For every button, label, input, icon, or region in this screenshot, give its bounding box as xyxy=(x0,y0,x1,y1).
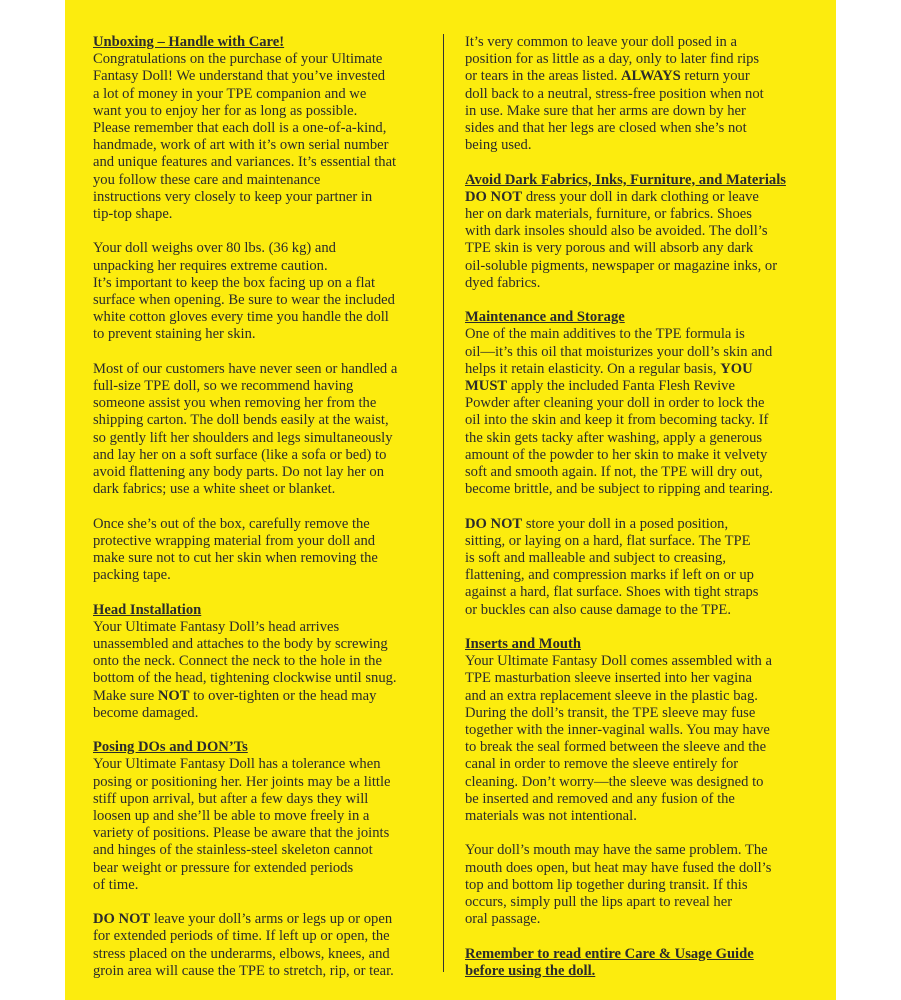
text-line: During the doll’s transit, the TPE sleeve may fuse xyxy=(465,704,756,721)
left-column xyxy=(93,34,433,997)
para-head: Your Ultimate Fantasy Doll’s head arrives unassembled and attaches to the body by screwing onto the neck. Connect the neck to the hole in the bottom of the head, tightening clockwise until snug. Make sure NOT to over-tighten or the head may become damaged. xyxy=(93,619,433,722)
text-line: become brittle, and be subject to ripping and tearing. xyxy=(465,481,773,498)
text-line: soft and smooth again. If not, the TPE will dry out, xyxy=(465,464,763,481)
text-line: handmade, work of art with it’s own serial number xyxy=(93,137,389,154)
text-line: so gently lift her shoulders and legs simultaneously xyxy=(93,429,393,446)
reminder-note xyxy=(465,946,810,980)
heading-head-installation: Head Installation xyxy=(93,601,202,618)
right-column xyxy=(465,34,810,980)
text-line: is soft and malleable and subject to creasing, xyxy=(465,550,726,567)
para-congratulations xyxy=(93,51,433,223)
text-line: for extended periods of time. If left up or open, the xyxy=(93,928,390,945)
text-line: instructions very closely to keep your partner in xyxy=(93,188,373,205)
text-line: It’s very common to leave your doll posed in a xyxy=(465,34,737,50)
text-line: surface when opening. Be sure to wear the included xyxy=(93,292,395,309)
text-line: to break the seal formed between the sleeve and the xyxy=(465,739,767,756)
text-line: One of the main additives to the TPE formula is xyxy=(465,326,745,343)
text-line: the skin gets tacky after washing, apply a generous xyxy=(465,429,763,446)
text-line: sitting, or laying on a hard, flat surface. The TPE xyxy=(465,532,751,549)
text-line: stiff upon arrival, but after a few days they will xyxy=(93,790,369,807)
text-line: bear weight or pressure for extended periods xyxy=(93,859,354,876)
text-line: TPE masturbation sleeve inserted into her vagina xyxy=(465,670,752,687)
heading-unboxing: Unboxing – Handle with Care! xyxy=(93,34,285,50)
text-line: Once she’s out of the box, carefully remove the xyxy=(93,515,370,532)
heading-maintenance: Maintenance and Storage xyxy=(465,309,625,326)
para-dark-fabrics: DO NOT dress your doll in dark clothing or leave her on dark materials, furniture, or fabrics. Shoes with dark insoles should also be avoided. The doll’s TPE skin is very porous and will absorb any dark oil-soluble pigments, newspaper or magazine inks, or dyed fabrics. xyxy=(465,189,810,292)
text-line: Fantasy Doll! We understand that you’ve invested xyxy=(93,68,385,85)
text-line: packing tape. xyxy=(93,567,171,584)
text-line: stress placed on the underarms, elbows, knees, and xyxy=(93,945,390,962)
text-line: and an extra replacement sleeve in the plastic bag. xyxy=(465,687,758,704)
text-line: dyed fabrics. xyxy=(465,274,541,291)
text-line: Your Ultimate Fantasy Doll’s head arrives xyxy=(93,618,340,635)
text-line: bottom of the head, tightening clockwise until snug. xyxy=(93,670,397,687)
text-line: sides and that her legs are closed when she’s not xyxy=(465,120,747,137)
text-line: onto the neck. Connect the neck to the hole in the xyxy=(93,653,382,670)
text-line: Your Ultimate Fantasy Doll has a tolerance when xyxy=(93,756,381,773)
text-line: groin area will cause the TPE to stretch, rip, or tear. xyxy=(93,962,394,979)
text-line: doll back to a neutral, stress-free position when not xyxy=(465,85,764,102)
text-line: Your doll weighs over 80 lbs. (36 kg) and xyxy=(93,240,336,257)
heading-posing: Posing DOs and DON’Ts xyxy=(93,739,248,756)
text-line: oil—it’s this oil that moisturizes your doll’s skin and xyxy=(465,343,773,360)
text-line: her on dark materials, furniture, or fabrics. Shoes xyxy=(465,206,752,223)
text-line: shipping carton. The doll bends easily at the waist, xyxy=(93,412,389,429)
para-maintenance: One of the main additives to the TPE formula is oil—it’s this oil that moisturizes your doll’s skin and helps it retain elasticity. On a regular basis, YOU MUST apply the included Fanta Flesh Revive Powder after cleaning your doll in order to lock the oil into the skin and keep it from becoming tacky. If the skin gets tacky after washing, apply a generous amount of the powder to her skin to make it velvety soft and smooth again. If not, the TPE will dry out, become brittle, and be subject to ripping and tearing. xyxy=(465,326,810,498)
text-line: It’s important to keep the box facing up on a flat xyxy=(93,274,376,291)
text-line: top and bottom lip together during transit. If this xyxy=(465,876,748,893)
heading-dark-fabrics: Avoid Dark Fabrics, Inks, Furniture, and Materials xyxy=(465,171,786,188)
text-line: you follow these care and maintenance xyxy=(93,171,321,188)
text-line: posing or positioning her. Her joints may be a little xyxy=(93,773,391,790)
para-common-posed: It’s very common to leave your doll posed in a position for as little as a day, only to later find rips or tears in the areas listed. ALWAYS return your doll back to a neutral, stress-free position when not in use. Make sure that her arms are down by her sides and that her legs are closed when she’s not being used. xyxy=(465,34,810,154)
text-line: variety of positions. Please be aware that the joints xyxy=(93,825,390,842)
text-line: Remember to read entire Care & Usage Guide xyxy=(465,945,754,962)
text-line: Most of our customers have never seen or handled a xyxy=(93,360,398,377)
para-posing xyxy=(93,756,433,894)
text-line: or buckles can also cause damage to the TPE. xyxy=(465,601,731,618)
text-line: a lot of money in your TPE companion and we xyxy=(93,85,367,102)
heading-inserts: Inserts and Mouth xyxy=(465,636,581,653)
text-line: occurs, simply pull the lips apart to reveal her xyxy=(465,894,733,911)
text-line: of time. xyxy=(93,876,139,893)
text-line: someone assist you when removing her from the xyxy=(93,395,377,412)
text-line: and lay her on a soft surface (like a sofa or bed) to xyxy=(93,446,387,463)
para-storage: DO NOT store your doll in a posed position, sitting, or laying on a hard, flat surface. The TPE is soft and malleable and subject to creasing, flattening, and compression marks if left on or up against a hard, flat surface. Shoes with tight straps or buckles can also cause damage to the TPE. xyxy=(465,516,810,619)
text-line: oil into the skin and keep it from becoming tacky. If xyxy=(465,412,769,429)
text-line: TPE skin is very porous and will absorb any dark xyxy=(465,240,754,257)
para-inserts xyxy=(465,653,810,825)
text-line: before using the doll. xyxy=(465,962,596,979)
text-line: Please remember that each doll is a one-of-a-kind, xyxy=(93,120,387,137)
text-line: Powder after cleaning your doll in order to lock the xyxy=(465,395,765,412)
text-line: loosen up and she’ll be able to move freely in a xyxy=(93,808,370,825)
text-line: unassembled and attaches to the body by screwing xyxy=(93,636,388,653)
para-assist xyxy=(93,361,433,499)
text-line: Your Ultimate Fantasy Doll comes assembled with a xyxy=(465,653,772,670)
text-line: dark fabrics; use a white sheet or blanket. xyxy=(93,481,336,498)
text-line: Congratulations on the purchase of your Ultimate xyxy=(93,51,383,68)
text-line: canal in order to remove the sleeve entirely for xyxy=(465,756,739,773)
care-guide-page xyxy=(65,0,836,1000)
text-line: together with the inner-vaginal walls. You may have xyxy=(465,722,770,739)
text-line: white cotton gloves every time you handle the doll xyxy=(93,309,389,326)
text-line: flattening, and compression marks if left on or up xyxy=(465,567,754,584)
para-do-not-leave: DO NOT leave your doll’s arms or legs up or open for extended periods of time. If left up or open, the stress placed on the underarms, elbows, knees, and groin area will cause the TPE to stretch, rip, or tear. xyxy=(93,911,433,980)
text-line: full-size TPE doll, so we recommend having xyxy=(93,378,354,395)
text-line: in use. Make sure that her arms are down by her xyxy=(465,102,746,119)
text-line: Your doll’s mouth may have the same problem. The xyxy=(465,842,768,859)
text-line: to prevent staining her skin. xyxy=(93,326,256,343)
text-line: tip-top shape. xyxy=(93,206,173,223)
text-line: materials was not intentional. xyxy=(465,808,637,825)
text-line: protective wrapping material from your doll and xyxy=(93,532,376,549)
text-line: oral passage. xyxy=(465,911,541,928)
para-wrapping xyxy=(93,516,433,585)
text-line: being used. xyxy=(465,137,532,154)
text-line: and hinges of the stainless-steel skeleton cannot xyxy=(93,842,373,859)
text-line: avoid flattening any body parts. Do not lay her on xyxy=(93,464,384,481)
text-line: and unique features and variances. It’s essential that xyxy=(93,154,397,171)
text-line: position for as little as a day, only to later find rips xyxy=(465,51,760,68)
text-line: unpacking her requires extreme caution. xyxy=(93,257,328,274)
text-line: cleaning. Don’t worry—the sleeve was designed to xyxy=(465,773,764,790)
text-line: be inserted and removed and any fusion of the xyxy=(465,790,735,807)
para-mouth xyxy=(465,842,810,928)
para-weight xyxy=(93,240,433,343)
column-divider xyxy=(443,34,444,972)
text-line: want you to enjoy her for as long as possible. xyxy=(93,102,358,119)
text-line: with dark insoles should also be avoided. The doll’s xyxy=(465,223,768,240)
text-line: against a hard, flat surface. Shoes with tight straps xyxy=(465,584,759,601)
text-line: amount of the powder to her skin to make it velvety xyxy=(465,446,768,463)
text-line: oil-soluble pigments, newspaper or magazine inks, or xyxy=(465,257,778,274)
text-line: mouth does open, but heat may have fused the doll’s xyxy=(465,859,772,876)
text-line: make sure not to cut her skin when removing the xyxy=(93,550,378,567)
